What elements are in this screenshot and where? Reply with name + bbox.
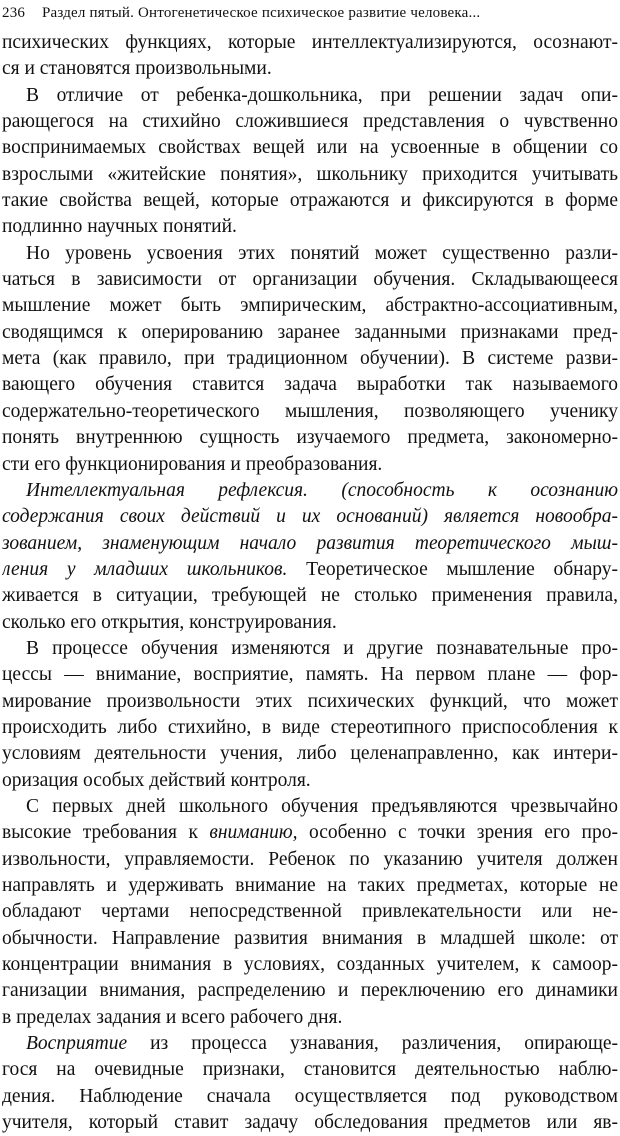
text-line-segment: сти его функционирования и преобразования. <box>2 453 383 475</box>
text-line <box>2 320 618 346</box>
text-line-segment: В отличие от ребенка-дошкольника, при решении задач опи- <box>26 84 618 106</box>
text-line <box>2 636 618 662</box>
italic-term: вниманию, <box>209 822 298 844</box>
text-line <box>2 768 618 794</box>
text-line <box>2 1084 618 1110</box>
text-line <box>2 293 618 319</box>
text-line-segment: зованием, знаменующим начало развития теоретического мыш- <box>2 532 618 554</box>
text-line <box>2 794 618 820</box>
page-header <box>0 0 620 28</box>
text-line-segment: дения. Наблюдение сначала осуществляется под руководством <box>2 1085 618 1107</box>
text-line-segment: из процесса узнавания, различения, опирающе- <box>127 1033 618 1055</box>
text-line-segment: оризация особых действий контроля. <box>2 769 311 791</box>
text-line <box>2 109 618 135</box>
text-line <box>2 83 618 109</box>
text-line-segment: взрослыми «житейские понятия», школьнику приходится учитывать <box>2 163 618 185</box>
text-line <box>2 372 618 398</box>
text-line-segment: психических функциях, которые интеллектуализируются, осознают- <box>2 32 618 53</box>
text-line <box>2 214 618 240</box>
text-line <box>2 267 618 293</box>
text-line-segment: чаться в зависимости от организации обучения. Складывающееся <box>2 269 618 291</box>
text-line <box>2 399 618 425</box>
text-line-segment: высокие требования к <box>2 822 210 844</box>
text-line <box>2 1005 618 1031</box>
text-line-segment: ся и становятся произвольными. <box>2 58 272 80</box>
text-line-segment: подлинно научных понятий. <box>2 216 237 238</box>
text-line-segment: цессы — внимание, восприятие, память. На первом плане — фор- <box>2 664 618 686</box>
text-line <box>2 1057 618 1083</box>
text-line-segment: сколько его открытия, конструирования. <box>2 611 337 633</box>
text-line-segment: обычности. Направление развития внимания в младшей школе: от <box>2 927 618 949</box>
text-line-segment: ления у младших школьников. <box>2 558 288 580</box>
text-line <box>2 478 618 504</box>
text-line-segment: воспринимаемых свойствах вещей или на усвоенные в общении со <box>2 137 618 159</box>
text-line-segment: условиям деятельности учения, либо целенаправленно, как интери- <box>2 743 618 765</box>
text-line <box>2 557 618 583</box>
text-line <box>2 241 618 267</box>
text-line <box>2 873 618 899</box>
text-line <box>2 1110 618 1136</box>
text-line <box>2 346 618 372</box>
text-line <box>2 952 618 978</box>
running-title: Раздел пятый. Онтогенетическое психическое развитие человека... <box>41 5 481 21</box>
text-line-segment: в пределах задания и всего рабочего дня. <box>2 1006 343 1028</box>
text-line <box>2 899 618 925</box>
text-line <box>2 820 618 846</box>
text-line <box>2 978 618 1004</box>
text-line-segment: живается в ситуации, требующей не столько применения правила, <box>2 585 618 607</box>
page-number: 236 <box>2 5 26 21</box>
text-line <box>2 847 618 873</box>
body-text <box>2 30 618 1136</box>
text-line-segment: такие свойства вещей, которые отражаются и фиксируются в форме <box>2 190 618 212</box>
text-line-segment: извольности, управляемости. Ребенок по указанию учителя должен <box>2 848 618 870</box>
text-line <box>2 30 618 56</box>
text-line <box>2 162 618 188</box>
text-line-segment: вающего обучения ставится задача выработки так называемого <box>2 374 618 396</box>
text-line-segment: мета (как правило, при традиционном обучении). В системе разви- <box>2 348 618 370</box>
text-line-segment: мирование произвольности этих психических функций, что может <box>2 690 618 712</box>
text-line-segment: обладают чертами непосредственной привлекательности или не- <box>2 901 618 923</box>
text-line <box>2 188 618 214</box>
text-line-segment: Интеллектуальная рефлексия. (способность к осознанию <box>26 479 618 501</box>
text-line-segment: гося на очевидные признаки, становится деятельностью наблю- <box>2 1059 618 1081</box>
text-line <box>2 926 618 952</box>
text-line <box>2 583 618 609</box>
text-line <box>2 452 618 478</box>
text-line <box>2 741 618 767</box>
text-line <box>2 689 618 715</box>
text-line <box>2 1031 618 1057</box>
text-line-segment: особенно с точки зрения его про- <box>297 822 618 844</box>
text-line <box>2 135 618 161</box>
text-line-segment: содержания своих действий и их оснований) является новообра- <box>2 506 618 528</box>
text-line <box>2 425 618 451</box>
text-line-segment: Восприятие <box>26 1033 128 1055</box>
text-line-segment: происходить либо стихийно, в виде стереотипного приспособления к <box>2 716 618 738</box>
text-line-segment: ганизации внимания, распределению и переключению его динамики <box>2 980 618 1002</box>
text-line-segment: мышление может быть эмпирическим, абстрактно-ассоциативным, <box>2 295 618 317</box>
text-line-segment: рающегося на стихийно сложившиеся представления о чувственно <box>2 111 618 133</box>
text-line-segment: сводящимся к оперированию заранее заданными признаками пред- <box>2 321 618 343</box>
text-line-segment: В процессе обучения изменяются и другие познавательные про- <box>26 637 618 659</box>
text-line <box>2 56 618 82</box>
text-line-segment: С первых дней школьного обучения предъявляются чрезвычайно <box>26 795 618 817</box>
text-line-segment: учителя, который ставит задачу обследования предметов или яв- <box>2 1112 618 1134</box>
text-line <box>2 662 618 688</box>
text-line <box>2 715 618 741</box>
text-line-segment: Но уровень усвоения этих понятий может существенно разли- <box>26 242 618 264</box>
text-line <box>2 504 618 530</box>
text-line-segment: направлять и удерживать внимание на таких предметах, которые не <box>2 875 618 896</box>
text-line <box>2 610 618 636</box>
text-line <box>2 531 618 557</box>
text-line-segment: содержательно-теоретического мышления, позволяющего ученику <box>2 400 618 422</box>
text-line-segment: понять внутреннюю сущность изучаемого предмета, закономерно- <box>2 427 618 449</box>
text-line-segment: концентрации внимания в условиях, созданных учителем, к самоор- <box>2 954 618 976</box>
text-line-segment: Теоретическое мышление обнару- <box>287 558 618 580</box>
